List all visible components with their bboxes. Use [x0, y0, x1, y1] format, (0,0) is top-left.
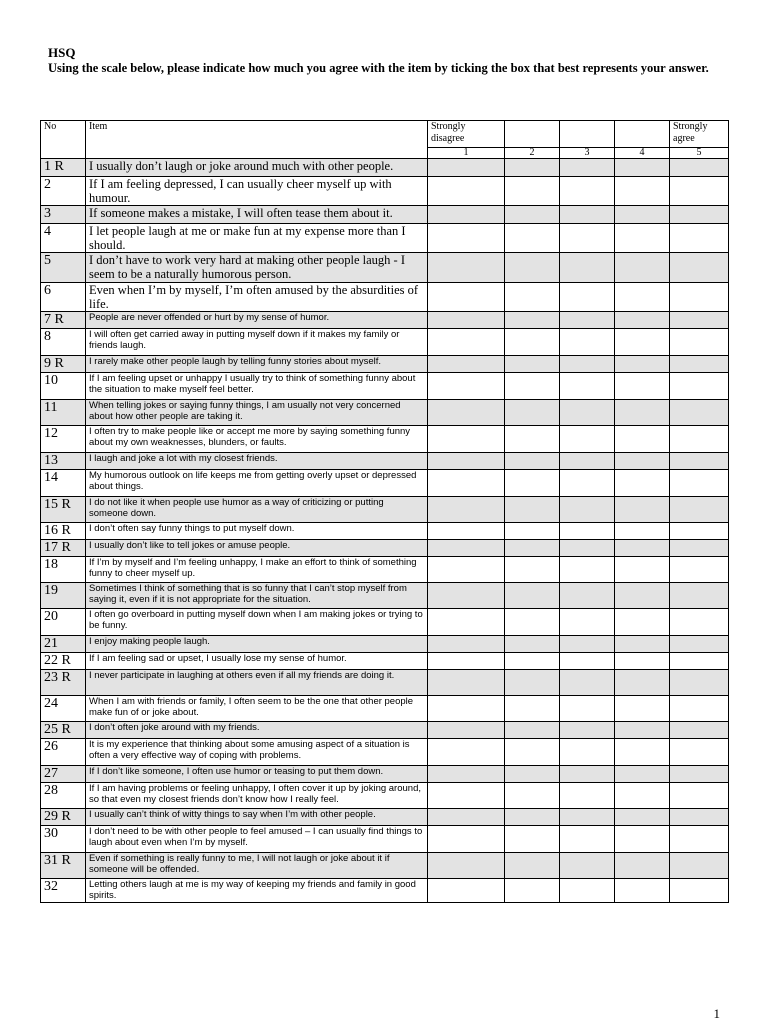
rating-box-2[interactable] — [505, 809, 560, 826]
rating-box-2[interactable] — [505, 159, 560, 177]
item-number: 7 R — [41, 312, 86, 329]
rating-box-1[interactable] — [428, 356, 505, 373]
table-row — [41, 283, 729, 312]
table-row — [41, 609, 729, 636]
rating-box-5[interactable] — [670, 283, 729, 312]
rating-box-3[interactable] — [560, 470, 615, 497]
rating-box-5[interactable] — [670, 879, 729, 903]
rating-box-5[interactable] — [670, 253, 729, 283]
page-number: 1 — [713, 1006, 720, 1021]
item-text: Even if something is really funny to me, I will not laugh or joke about it if someone will be offended. — [86, 853, 428, 879]
table-row — [41, 373, 729, 400]
table-row — [41, 696, 729, 722]
rating-box-5[interactable] — [670, 470, 729, 497]
item-number: 27 — [41, 766, 86, 783]
rating-box-3[interactable] — [560, 636, 615, 653]
item-number: 22 R — [41, 653, 86, 670]
rating-box-1[interactable] — [428, 653, 505, 670]
item-text: I don’t often joke around with my friends. — [86, 722, 428, 739]
item-number: 13 — [41, 453, 86, 470]
rating-box-1[interactable] — [428, 373, 505, 400]
rating-box-2[interactable] — [505, 879, 560, 903]
document-title: HSQ — [48, 45, 76, 60]
rating-box-5[interactable] — [670, 809, 729, 826]
item-text: If I am feeling upset or unhappy I usually try to think of something funny about the situation to make myself feel better. — [86, 373, 428, 400]
rating-box-2[interactable] — [505, 670, 560, 696]
rating-box-3[interactable] — [560, 206, 615, 224]
item-text: I usually don’t like to tell jokes or amuse people. — [86, 540, 428, 557]
rating-box-5[interactable] — [670, 400, 729, 426]
rating-box-5[interactable] — [670, 670, 729, 696]
item-text: If I am feeling depressed, I can usually cheer myself up with humour. — [86, 177, 428, 206]
rating-box-3[interactable] — [560, 373, 615, 400]
rating-box-3[interactable] — [560, 557, 615, 583]
rating-box-4[interactable] — [615, 583, 670, 609]
item-number: 1 R — [41, 159, 86, 177]
rating-box-2[interactable] — [505, 283, 560, 312]
header-strongly-disagree: Strongly disagree — [428, 121, 505, 148]
rating-box-5[interactable] — [670, 177, 729, 206]
rating-box-3[interactable] — [560, 224, 615, 253]
rating-box-3[interactable] — [560, 540, 615, 557]
rating-box-5[interactable] — [670, 826, 729, 853]
item-text: My humorous outlook on life keeps me from getting overly upset or depressed about things. — [86, 470, 428, 497]
rating-box-4[interactable] — [615, 670, 670, 696]
item-text: I often try to make people like or accept me more by saying something funny about my own weaknesses, blunders, or faults. — [86, 426, 428, 453]
rating-box-1[interactable] — [428, 283, 505, 312]
rating-box-2[interactable] — [505, 826, 560, 853]
rating-box-2[interactable] — [505, 653, 560, 670]
item-number: 3 — [41, 206, 86, 224]
rating-box-4[interactable] — [615, 766, 670, 783]
rating-box-1[interactable] — [428, 766, 505, 783]
item-number: 17 R — [41, 540, 86, 557]
rating-box-4[interactable] — [615, 253, 670, 283]
rating-box-2[interactable] — [505, 224, 560, 253]
rating-box-3[interactable] — [560, 497, 615, 523]
rating-box-2[interactable] — [505, 609, 560, 636]
rating-box-2[interactable] — [505, 400, 560, 426]
rating-box-3[interactable] — [560, 853, 615, 879]
rating-box-4[interactable] — [615, 609, 670, 636]
rating-box-3[interactable] — [560, 312, 615, 329]
item-text: I don’t need to be with other people to feel amused – I can usually find things to laugh about even when I’m by myself. — [86, 826, 428, 853]
table-row — [41, 159, 729, 177]
item-text: I usually don’t laugh or joke around much with other people. — [86, 159, 428, 177]
item-text: I often go overboard in putting myself down when I am making jokes or trying to be funny. — [86, 609, 428, 636]
item-number: 32 — [41, 879, 86, 903]
rating-box-2[interactable] — [505, 722, 560, 739]
rating-box-2[interactable] — [505, 329, 560, 356]
item-text: People are never offended or hurt by my sense of humor. — [86, 312, 428, 329]
table-row — [41, 809, 729, 826]
rating-box-1[interactable] — [428, 224, 505, 253]
rating-box-3[interactable] — [560, 283, 615, 312]
item-number: 31 R — [41, 853, 86, 879]
table-row — [41, 356, 729, 373]
rating-box-1[interactable] — [428, 696, 505, 722]
rating-box-1[interactable] — [428, 636, 505, 653]
table-row — [41, 766, 729, 783]
rating-box-2[interactable] — [505, 253, 560, 283]
rating-box-5[interactable] — [670, 609, 729, 636]
rating-box-5[interactable] — [670, 783, 729, 809]
rating-box-3[interactable] — [560, 826, 615, 853]
item-text: I rarely make other people laugh by telling funny stories about myself. — [86, 356, 428, 373]
item-number: 12 — [41, 426, 86, 453]
scale-label-2: 2 — [505, 148, 560, 159]
rating-box-4[interactable] — [615, 557, 670, 583]
item-number: 26 — [41, 739, 86, 766]
rating-box-5[interactable] — [670, 206, 729, 224]
rating-box-1[interactable] — [428, 670, 505, 696]
rating-box-3[interactable] — [560, 329, 615, 356]
table-row — [41, 653, 729, 670]
rating-box-1[interactable] — [428, 159, 505, 177]
table-row — [41, 329, 729, 356]
rating-box-2[interactable] — [505, 426, 560, 453]
rating-box-2[interactable] — [505, 453, 560, 470]
table-row — [41, 540, 729, 557]
item-number: 5 — [41, 253, 86, 283]
rating-box-5[interactable] — [670, 497, 729, 523]
rating-box-3[interactable] — [560, 696, 615, 722]
rating-box-4[interactable] — [615, 497, 670, 523]
rating-box-4[interactable] — [615, 356, 670, 373]
item-text: When telling jokes or saying funny things, I am usually not very concerned about how other people are taking it. — [86, 400, 428, 426]
rating-box-1[interactable] — [428, 453, 505, 470]
rating-box-4[interactable] — [615, 809, 670, 826]
item-text: Even when I’m by myself, I’m often amused by the absurdities of life. — [86, 283, 428, 312]
rating-box-3[interactable] — [560, 523, 615, 540]
item-number: 16 R — [41, 523, 86, 540]
item-number: 8 — [41, 329, 86, 356]
table-row — [41, 722, 729, 739]
table-row — [41, 470, 729, 497]
item-text: When I am with friends or family, I often seem to be the one that other people make fun of or joke about. — [86, 696, 428, 722]
rating-box-5[interactable] — [670, 329, 729, 356]
item-text: I let people laugh at me or make fun at my expense more than I should. — [86, 224, 428, 253]
rating-box-4[interactable] — [615, 696, 670, 722]
rating-box-5[interactable] — [670, 453, 729, 470]
rating-box-1[interactable] — [428, 879, 505, 903]
rating-box-5[interactable] — [670, 853, 729, 879]
rating-box-3[interactable] — [560, 879, 615, 903]
rating-box-4[interactable] — [615, 783, 670, 809]
instructions-text: Using the scale below, please indicate how much you agree with the item by ticking the box that best represents your answer. — [48, 61, 709, 75]
rating-box-5[interactable] — [670, 159, 729, 177]
header-item: Item — [86, 121, 428, 159]
rating-box-2[interactable] — [505, 206, 560, 224]
scale-label-3: 3 — [560, 148, 615, 159]
table-row — [41, 523, 729, 540]
rating-box-1[interactable] — [428, 400, 505, 426]
rating-box-1[interactable] — [428, 253, 505, 283]
item-number: 15 R — [41, 497, 86, 523]
rating-box-4[interactable] — [615, 722, 670, 739]
rating-box-4[interactable] — [615, 177, 670, 206]
rating-box-5[interactable] — [670, 739, 729, 766]
item-text: I do not like it when people use humor as a way of criticizing or putting someone down. — [86, 497, 428, 523]
rating-box-5[interactable] — [670, 224, 729, 253]
rating-box-4[interactable] — [615, 853, 670, 879]
rating-box-2[interactable] — [505, 540, 560, 557]
rating-box-5[interactable] — [670, 722, 729, 739]
rating-box-2[interactable] — [505, 766, 560, 783]
rating-box-1[interactable] — [428, 497, 505, 523]
rating-box-4[interactable] — [615, 329, 670, 356]
table-row — [41, 853, 729, 879]
rating-box-4[interactable] — [615, 523, 670, 540]
item-number: 24 — [41, 696, 86, 722]
rating-box-5[interactable] — [670, 356, 729, 373]
rating-box-2[interactable] — [505, 783, 560, 809]
rating-box-5[interactable] — [670, 426, 729, 453]
item-number: 14 — [41, 470, 86, 497]
item-number: 25 R — [41, 722, 86, 739]
rating-box-5[interactable] — [670, 583, 729, 609]
rating-box-2[interactable] — [505, 470, 560, 497]
rating-box-4[interactable] — [615, 312, 670, 329]
scale-label-5: 5 — [670, 148, 729, 159]
table-row — [41, 557, 729, 583]
table-row — [41, 312, 729, 329]
rating-box-1[interactable] — [428, 826, 505, 853]
rating-box-3[interactable] — [560, 722, 615, 739]
item-text: I never participate in laughing at others even if all my friends are doing it. — [86, 670, 428, 696]
rating-box-3[interactable] — [560, 253, 615, 283]
rating-box-1[interactable] — [428, 583, 505, 609]
rating-box-3[interactable] — [560, 670, 615, 696]
rating-box-4[interactable] — [615, 540, 670, 557]
item-text: If someone makes a mistake, I will often tease them about it. — [86, 206, 428, 224]
item-number: 30 — [41, 826, 86, 853]
item-text: I enjoy making people laugh. — [86, 636, 428, 653]
rating-box-4[interactable] — [615, 373, 670, 400]
rating-box-1[interactable] — [428, 540, 505, 557]
item-number: 6 — [41, 283, 86, 312]
rating-box-1[interactable] — [428, 783, 505, 809]
rating-box-4[interactable] — [615, 879, 670, 903]
table-row — [41, 739, 729, 766]
table-row — [41, 453, 729, 470]
item-number: 29 R — [41, 809, 86, 826]
rating-box-2[interactable] — [505, 177, 560, 206]
rating-box-3[interactable] — [560, 766, 615, 783]
rating-box-2[interactable] — [505, 636, 560, 653]
item-number: 4 — [41, 224, 86, 253]
table-row — [41, 253, 729, 283]
rating-box-1[interactable] — [428, 739, 505, 766]
item-number: 2 — [41, 177, 86, 206]
rating-box-2[interactable] — [505, 523, 560, 540]
item-text: I will often get carried away in putting myself down if it makes my family or friends laugh. — [86, 329, 428, 356]
rating-box-1[interactable] — [428, 809, 505, 826]
rating-box-1[interactable] — [428, 470, 505, 497]
rating-box-3[interactable] — [560, 609, 615, 636]
rating-box-3[interactable] — [560, 453, 615, 470]
header-no: No — [41, 121, 86, 159]
rating-box-2[interactable] — [505, 696, 560, 722]
rating-box-2[interactable] — [505, 557, 560, 583]
table-row — [41, 670, 729, 696]
rating-box-5[interactable] — [670, 523, 729, 540]
rating-box-3[interactable] — [560, 783, 615, 809]
questionnaire-table — [40, 120, 729, 903]
table-row — [41, 177, 729, 206]
rating-box-4[interactable] — [615, 826, 670, 853]
rating-box-5[interactable] — [670, 636, 729, 653]
rating-box-4[interactable] — [615, 400, 670, 426]
item-number: 18 — [41, 557, 86, 583]
item-text: Sometimes I think of something that is so funny that I can’t stop myself from saying it, even if it is not appropriate for the situation. — [86, 583, 428, 609]
rating-box-2[interactable] — [505, 497, 560, 523]
table-row — [41, 583, 729, 609]
table-row — [41, 879, 729, 903]
rating-box-2[interactable] — [505, 739, 560, 766]
header-blank-2 — [505, 121, 560, 148]
rating-box-5[interactable] — [670, 540, 729, 557]
rating-box-3[interactable] — [560, 159, 615, 177]
rating-box-1[interactable] — [428, 722, 505, 739]
rating-box-2[interactable] — [505, 312, 560, 329]
rating-box-3[interactable] — [560, 739, 615, 766]
item-text: If I am having problems or feeling unhappy, I often cover it up by joking around, so that even my closest friends don’t know how I really feel. — [86, 783, 428, 809]
item-text: If I’m by myself and I’m feeling unhappy, I make an effort to think of something funny to cheer myself up. — [86, 557, 428, 583]
scale-label-4: 4 — [615, 148, 670, 159]
item-text: I don’t have to work very hard at making other people laugh - I seem to be a naturally humorous person. — [86, 253, 428, 283]
rating-box-3[interactable] — [560, 177, 615, 206]
rating-box-2[interactable] — [505, 853, 560, 879]
rating-box-4[interactable] — [615, 224, 670, 253]
item-text: Letting others laugh at me is my way of keeping my friends and family in good spirits. — [86, 879, 428, 903]
rating-box-4[interactable] — [615, 470, 670, 497]
table-row — [41, 400, 729, 426]
rating-box-3[interactable] — [560, 653, 615, 670]
rating-box-1[interactable] — [428, 312, 505, 329]
rating-box-3[interactable] — [560, 356, 615, 373]
rating-box-5[interactable] — [670, 312, 729, 329]
rating-box-2[interactable] — [505, 356, 560, 373]
rating-box-3[interactable] — [560, 426, 615, 453]
rating-box-2[interactable] — [505, 373, 560, 400]
item-text: It is my experience that thinking about some amusing aspect of a situation is often a very effective way of coping with problems. — [86, 739, 428, 766]
rating-box-4[interactable] — [615, 636, 670, 653]
rating-box-4[interactable] — [615, 426, 670, 453]
rating-box-5[interactable] — [670, 557, 729, 583]
rating-box-1[interactable] — [428, 609, 505, 636]
rating-box-4[interactable] — [615, 283, 670, 312]
item-number: 23 R — [41, 670, 86, 696]
table-row — [41, 426, 729, 453]
rating-box-1[interactable] — [428, 329, 505, 356]
rating-box-4[interactable] — [615, 453, 670, 470]
rating-box-1[interactable] — [428, 206, 505, 224]
rating-box-5[interactable] — [670, 653, 729, 670]
rating-box-3[interactable] — [560, 809, 615, 826]
item-text: I laugh and joke a lot with my closest friends. — [86, 453, 428, 470]
item-number: 11 — [41, 400, 86, 426]
item-number: 9 R — [41, 356, 86, 373]
item-text: If I don’t like someone, I often use humor or teasing to put them down. — [86, 766, 428, 783]
header-blank-3 — [560, 121, 615, 148]
rating-box-4[interactable] — [615, 159, 670, 177]
item-number: 19 — [41, 583, 86, 609]
item-text: If I am feeling sad or upset, I usually lose my sense of humor. — [86, 653, 428, 670]
table-row — [41, 497, 729, 523]
item-text: I don’t often say funny things to put myself down. — [86, 523, 428, 540]
table-row — [41, 636, 729, 653]
header-row — [41, 121, 729, 148]
item-number: 28 — [41, 783, 86, 809]
item-number: 20 — [41, 609, 86, 636]
rating-box-1[interactable] — [428, 853, 505, 879]
rating-box-5[interactable] — [670, 373, 729, 400]
item-number: 21 — [41, 636, 86, 653]
rating-box-3[interactable] — [560, 400, 615, 426]
table-row — [41, 224, 729, 253]
item-number: 10 — [41, 373, 86, 400]
rating-box-1[interactable] — [428, 426, 505, 453]
table-row — [41, 206, 729, 224]
rating-box-1[interactable] — [428, 557, 505, 583]
header-strongly-agree: Strongly agree — [670, 121, 729, 148]
table-row — [41, 783, 729, 809]
header-blank-4 — [615, 121, 670, 148]
rating-box-4[interactable] — [615, 653, 670, 670]
rating-box-1[interactable] — [428, 177, 505, 206]
scale-label-1: 1 — [428, 148, 505, 159]
rating-box-4[interactable] — [615, 739, 670, 766]
rating-box-2[interactable] — [505, 583, 560, 609]
table-row — [41, 826, 729, 853]
item-text: I usually can’t think of witty things to say when I’m with other people. — [86, 809, 428, 826]
rating-box-4[interactable] — [615, 206, 670, 224]
rating-box-5[interactable] — [670, 696, 729, 722]
rating-box-5[interactable] — [670, 766, 729, 783]
rating-box-3[interactable] — [560, 583, 615, 609]
rating-box-1[interactable] — [428, 523, 505, 540]
